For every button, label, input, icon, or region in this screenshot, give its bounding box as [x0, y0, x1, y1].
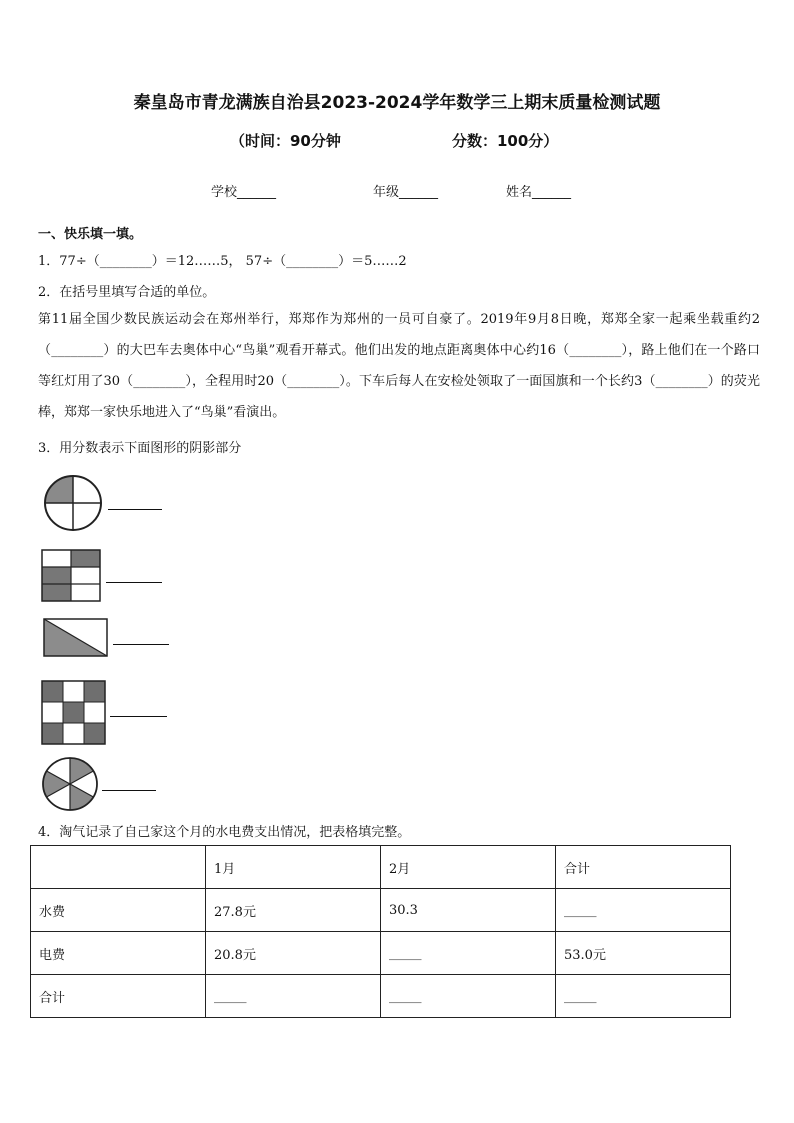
- table-cell[interactable]: _____: [556, 975, 731, 1018]
- table-header-row: [31, 846, 731, 889]
- table-cell: 2月: [381, 846, 556, 889]
- table-cell: 53.0元: [556, 932, 731, 975]
- figure-triangle-rectangle: [42, 617, 110, 659]
- answer-blank-3[interactable]: [113, 643, 169, 645]
- figure-grid-rectangle: [40, 547, 104, 605]
- exam-time: （时间：90分钟: [230, 132, 341, 150]
- table-cell: 1月: [206, 846, 381, 889]
- page-title: 秦皇岛市青龙满族自治县2023-2024学年数学三上期末质量检测试题: [133, 93, 661, 113]
- section-heading: 一、快乐填一填。: [38, 227, 143, 242]
- table-cell: 合计: [556, 846, 731, 889]
- table-cell[interactable]: _____: [381, 932, 556, 975]
- question-1: 1．77÷（________）＝12……5， 57÷（________）＝5……2: [38, 254, 407, 269]
- question-3: 3．用分数表示下面图形的阴影部分: [38, 441, 242, 456]
- answer-blank-4[interactable]: [110, 715, 167, 717]
- figure-circle-quarters: [42, 474, 106, 534]
- table-cell: 水费: [31, 889, 206, 932]
- exam-score: 分数：100分）: [452, 132, 559, 150]
- table-cell: 27.8元: [206, 889, 381, 932]
- answer-blank-2[interactable]: [106, 581, 162, 583]
- table-cell: 电费: [31, 932, 206, 975]
- answer-blank-5[interactable]: [102, 789, 156, 791]
- table-cell[interactable]: _____: [206, 975, 381, 1018]
- table-cell: 20.8元: [206, 932, 381, 975]
- table-cell[interactable]: _____: [556, 889, 731, 932]
- table-cell: 合计: [31, 975, 206, 1018]
- table-row: [31, 932, 731, 975]
- table-cell[interactable]: _____: [381, 975, 556, 1018]
- table-row: [31, 975, 731, 1018]
- name-field: 姓名______: [506, 185, 572, 200]
- question-2: 2．在括号里填写合适的单位。: [38, 285, 216, 300]
- school-field: 学校______: [211, 185, 277, 200]
- grade-field: 年级______: [373, 185, 439, 200]
- table-row: [31, 889, 731, 932]
- figure-circle-sixths: [40, 756, 100, 812]
- question-4: 4．淘气记录了自己家这个月的水电费支出情况，把表格填完整。: [38, 825, 411, 840]
- table-cell: [31, 846, 206, 889]
- figure-checkerboard: [40, 679, 106, 745]
- answer-blank-1[interactable]: [108, 508, 162, 510]
- table-cell: 30.3: [381, 889, 556, 932]
- utility-table: [30, 845, 731, 1018]
- question-2-paragraph: 第11届全国少数民族运动会在郑州举行，郑郑作为郑州的一员可自豪了。2019年9月8日晚，郑郑全家一起乘坐载重约2（________）的大巴车去奥体中心“鸟巢”观看开幕式。他们出发的地点距离奥体中心约16（________），路上他们在一个路口等红灯用了30（________），全程用时20（________）。下车后每人在安检处领取了一面国旗和一个长约3（________）的荧光棒，郑郑一家快乐地进入了“鸟巢”看演出。: [38, 312, 760, 420]
